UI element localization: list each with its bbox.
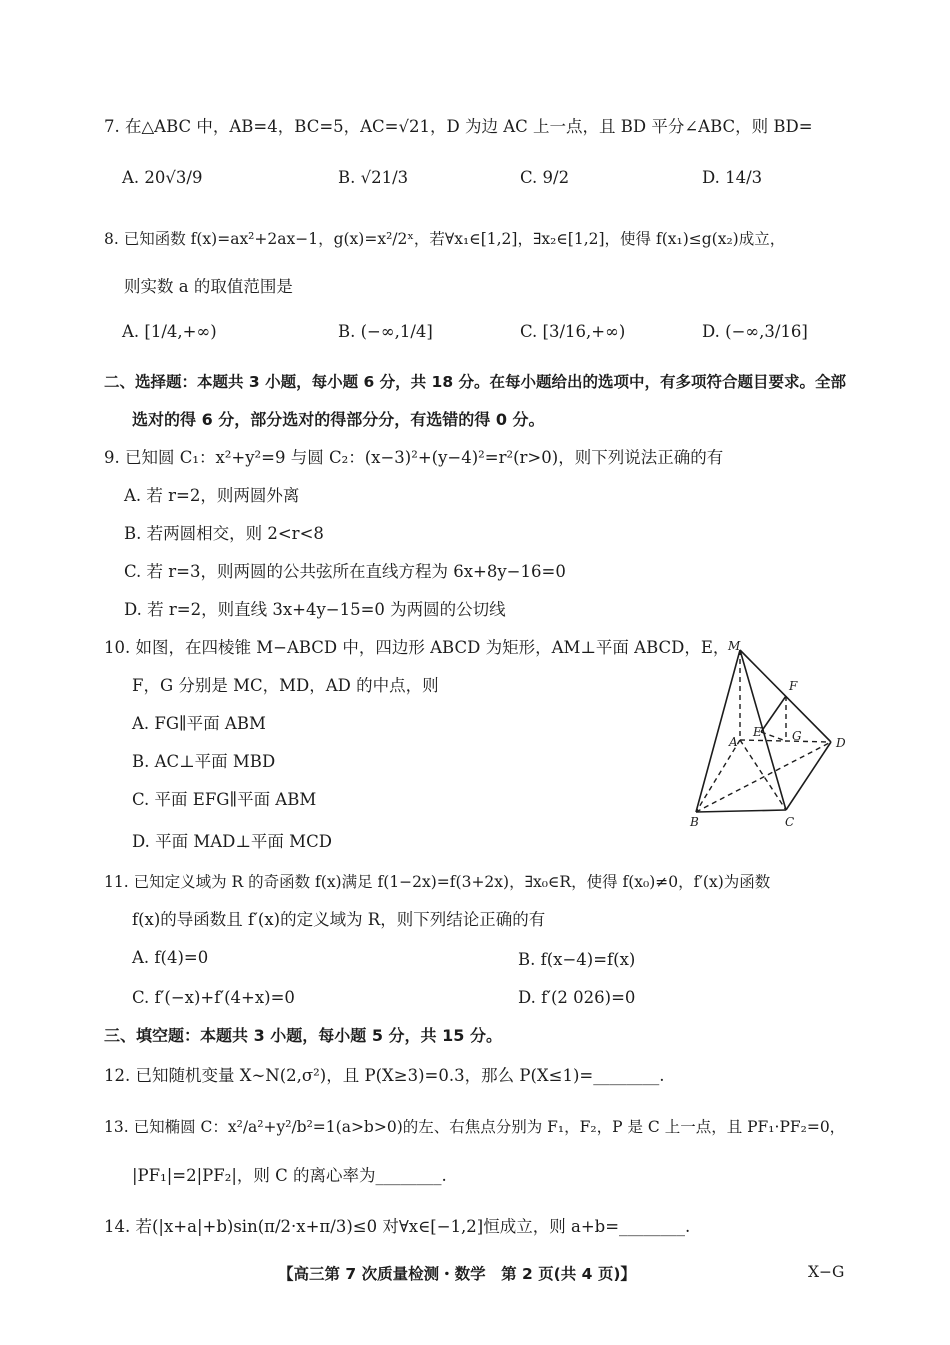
q10-option-a: A. FG∥平面 ABM: [132, 714, 266, 733]
section2-heading-line1: 二、选择题：本题共 3 小题，每小题 6 分，共 18 分。在每小题给出的选项中，有多项符合题目要求。全部: [104, 373, 847, 391]
q10-option-c: C. 平面 EFG∥平面 ABM: [132, 790, 317, 809]
edge-bc: [696, 810, 786, 812]
q8-option-a: A. [1/4,+∞): [122, 322, 217, 341]
segment-ef: [761, 696, 786, 732]
q11-option-d: D. f′(2 026)=0: [518, 988, 636, 1007]
q7-option-b: B. √21/3: [338, 168, 409, 187]
q7-option-a: A. 20√3/9: [122, 168, 203, 187]
q9-option-c: C. 若 r=3，则两圆的公共弦所在直线方程为 6x+8y−16=0: [124, 562, 566, 581]
label-f: F: [789, 679, 798, 693]
label-c: C: [785, 815, 795, 829]
page-footer: 【高三第 7 次质量检测・数学 第 2 页(共 4 页)】: [278, 1265, 636, 1283]
q7-option-d: D. 14/3: [702, 168, 763, 187]
q8-option-b: B. (−∞,1/4]: [338, 322, 433, 341]
label-b: B: [690, 815, 699, 829]
label-d: D: [836, 736, 846, 750]
section3-heading: 三、填空题：本题共 3 小题，每小题 5 分，共 15 分。: [104, 1026, 502, 1045]
q14-stem: 14. 若(|x+a|+b)sin(π/2·x+π/3)≤0 对∀x∈[−1,2]恒成立，则 a+b=________.: [104, 1217, 691, 1236]
q9-option-d: D. 若 r=2，则直线 3x+4y−15=0 为两圆的公切线: [124, 600, 506, 619]
q11-stem-line1: 11. 已知定义域为 R 的奇函数 f(x)满足 f(1−2x)=f(3+2x)，∃x₀∈R，使得 f(x₀)≠0，f′(x)为函数: [104, 873, 771, 891]
label-g: G: [792, 729, 802, 743]
q11-option-a: A. f(4)=0: [132, 948, 209, 967]
label-a: A: [729, 735, 738, 749]
edge-mb: [696, 650, 740, 812]
edge-cd: [786, 742, 831, 810]
label-m: M: [728, 639, 741, 653]
q10-option-d: D. 平面 MAD⊥平面 MCD: [132, 832, 332, 851]
q9-option-a: A. 若 r=2，则两圆外离: [124, 486, 300, 505]
q11-option-c: C. f′(−x)+f′(4+x)=0: [132, 988, 295, 1007]
q8-option-d: D. (−∞,3/16]: [702, 322, 808, 341]
paper-code: X−G: [808, 1263, 845, 1281]
edge-ad: [740, 740, 831, 742]
q10-stem-line2: F，G 分别是 MC，MD，AD 的中点，则: [132, 676, 439, 695]
q11-stem-line2: f(x)的导函数且 f′(x)的定义域为 R，则下列结论正确的有: [132, 910, 546, 929]
q8-option-c: C. [3/16,+∞): [520, 322, 626, 341]
q10-stem-line1: 10. 如图，在四棱锥 M−ABCD 中，四边形 ABCD 为矩形，AM⊥平面 ABCD，E，: [104, 638, 730, 657]
q13-stem-line2: |PF₁|=2|PF₂|，则 C 的离心率为________.: [132, 1166, 447, 1185]
diag-ac: [740, 740, 786, 810]
q13-stem-line1: 13. 已知椭圆 C：x²/a²+y²/b²=1(a>b>0)的左、右焦点分别为 F₁，F₂，P 是 C 上一点，且 PF₁·PF₂=0，: [104, 1118, 846, 1136]
diag-bd: [696, 742, 831, 812]
edge-ab: [696, 740, 740, 812]
q10-option-b: B. AC⊥平面 MBD: [132, 752, 276, 771]
section2-heading-line2: 选对的得 6 分，部分选对的得部分分，有选错的得 0 分。: [132, 410, 545, 429]
q9-option-b: B. 若两圆相交，则 2<r<8: [124, 524, 324, 543]
pyramid-figure: [688, 636, 858, 836]
q11-option-b: B. f(x−4)=f(x): [518, 950, 636, 969]
label-e: E: [753, 725, 762, 739]
q7-option-c: C. 9/2: [520, 168, 570, 187]
q8-stem-line2: 则实数 a 的取值范围是: [124, 277, 293, 296]
q9-stem: 9. 已知圆 C₁：x²+y²=9 与圆 C₂：(x−3)²+(y−4)²=r²(r>0)，则下列说法正确的有: [104, 448, 724, 467]
q7-stem: 7. 在△ABC 中，AB=4，BC=5，AC=√21，D 为边 AC 上一点，且 BD 平分∠ABC，则 BD=: [104, 117, 813, 136]
q12-stem: 12. 已知随机变量 X∼N(2,σ²)，且 P(X≥3)=0.3，那么 P(X≤1)=________.: [104, 1066, 665, 1085]
q8-stem-line1: 8. 已知函数 f(x)=ax²+2ax−1，g(x)=x²/2ˣ，若∀x₁∈[1,2]，∃x₂∈[1,2]，使得 f(x₁)≤g(x₂)成立，: [104, 230, 786, 248]
